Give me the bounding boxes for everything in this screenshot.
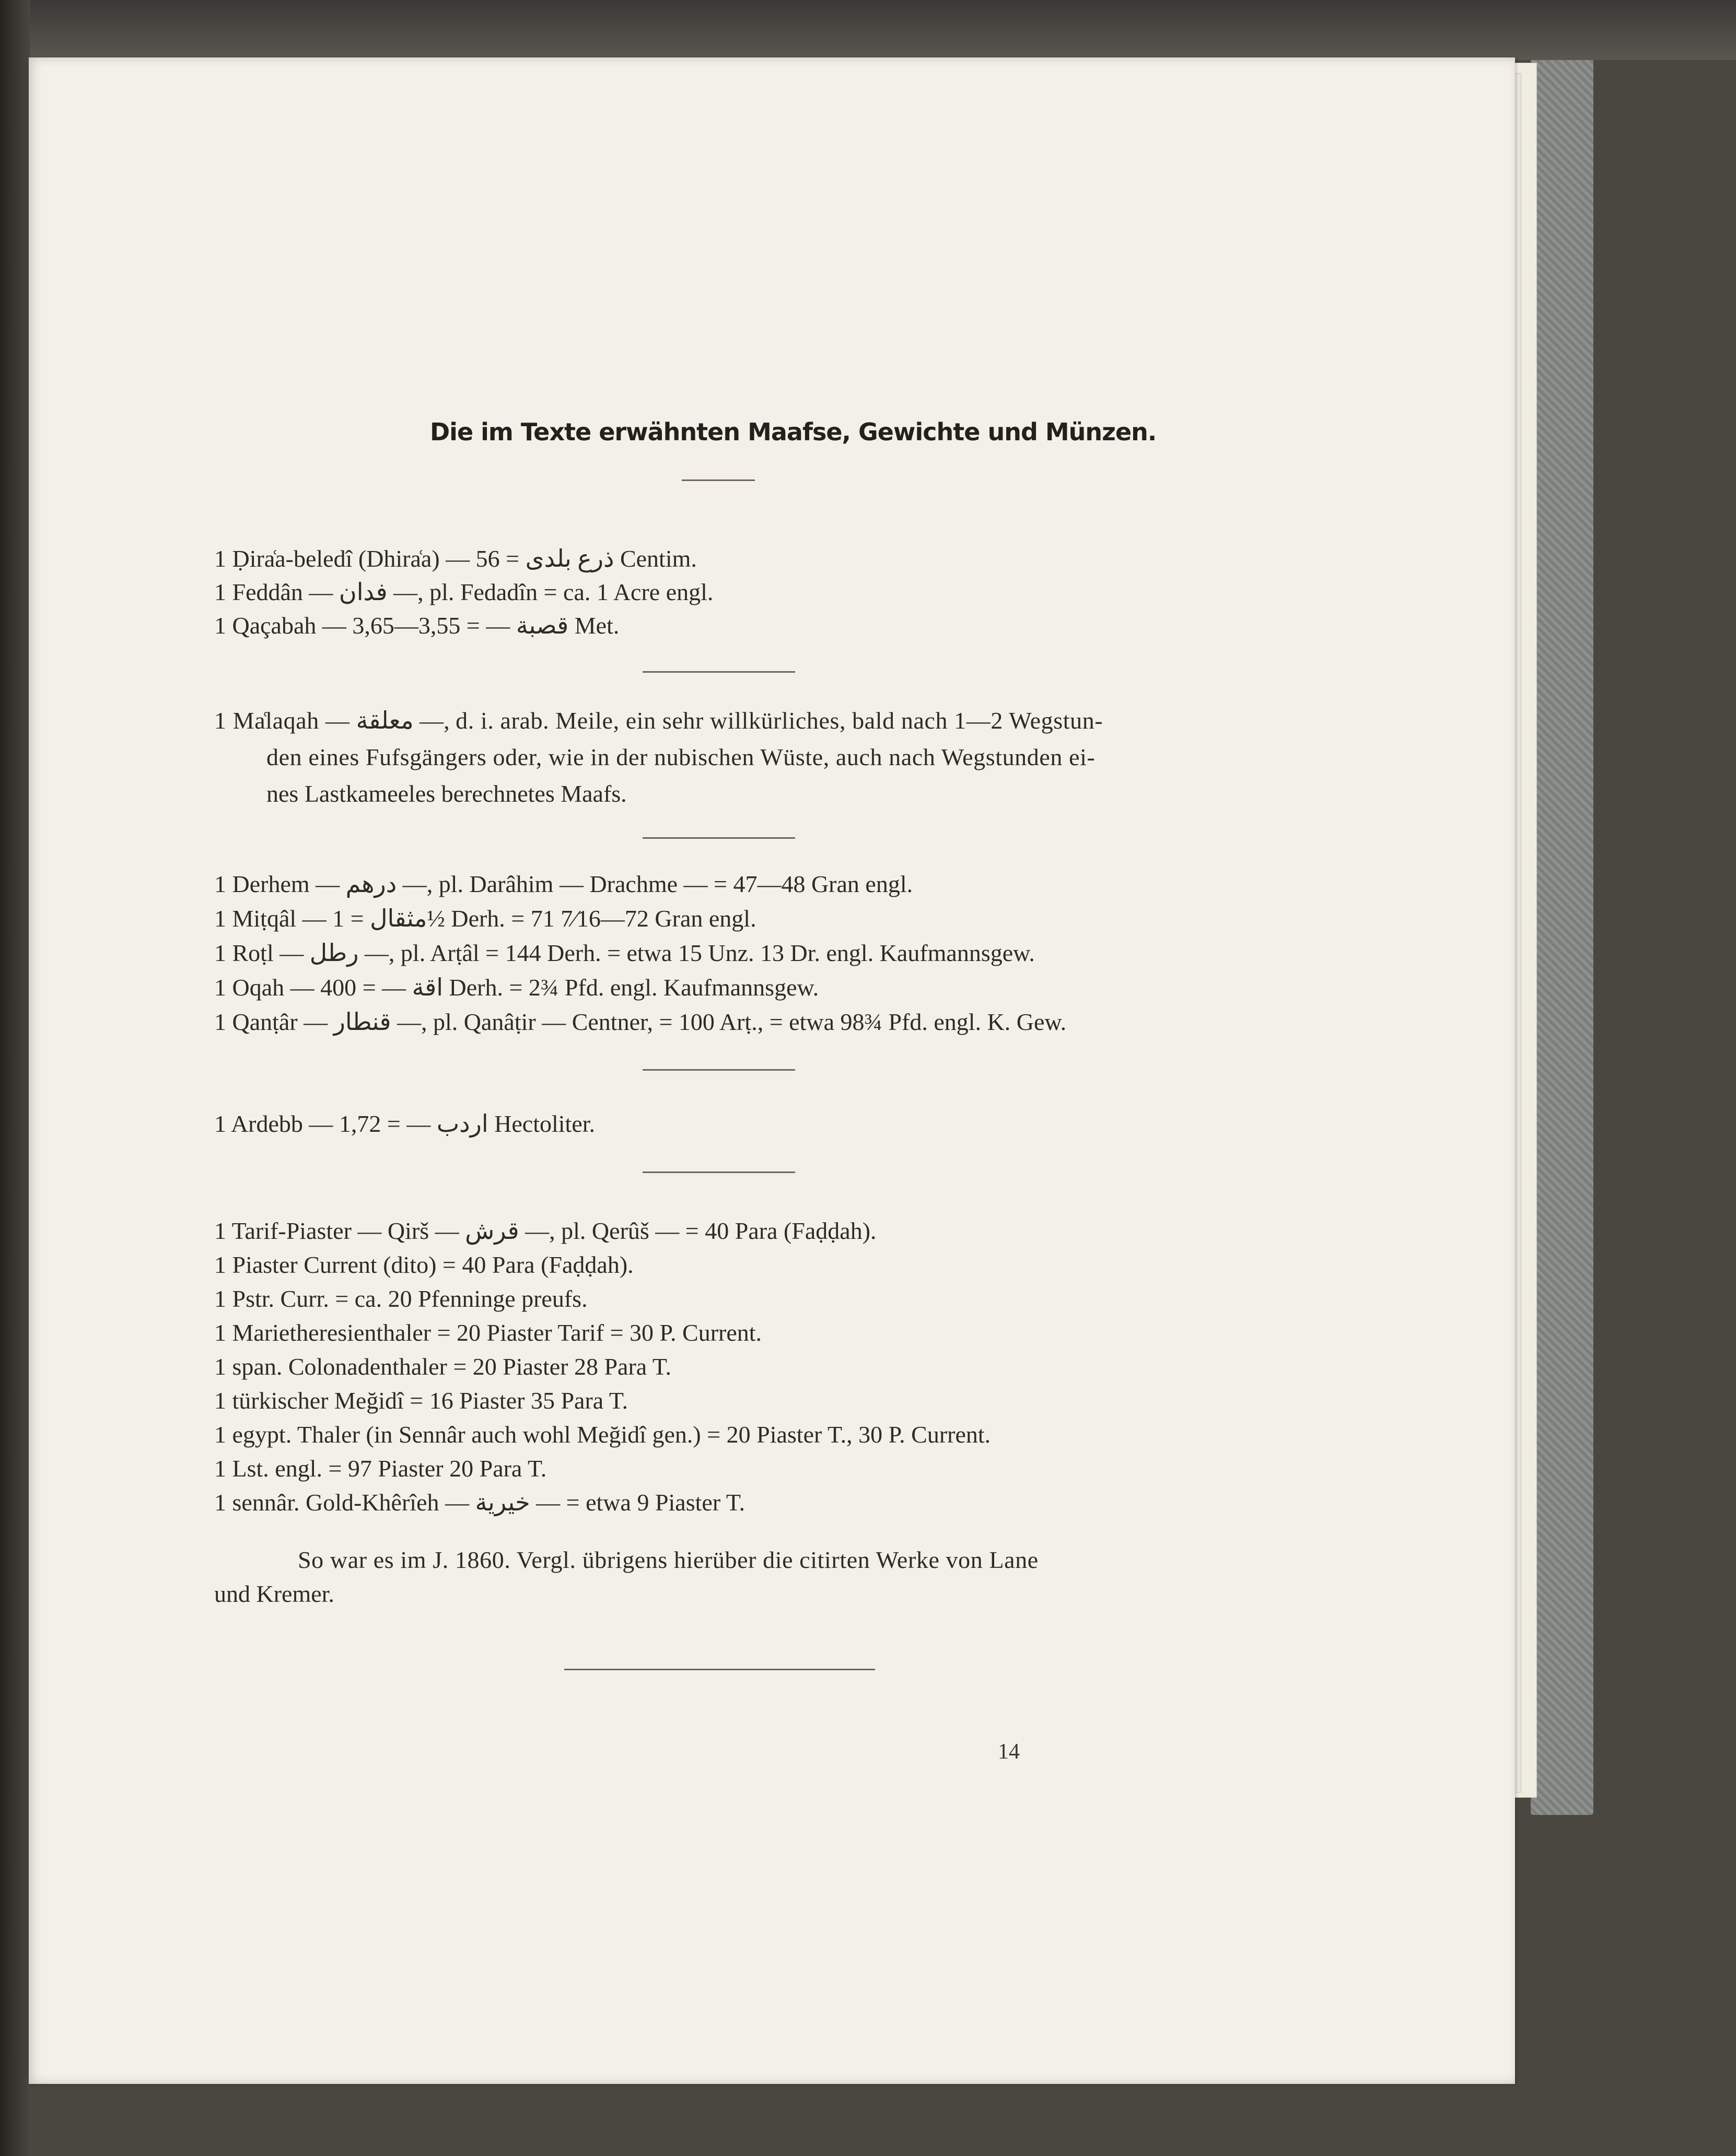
weight-line: 1 Derhem — درهم —, pl. Darâhim — Drachme — = 47—48 Gran engl. (214, 871, 913, 897)
book-page (29, 57, 1515, 2084)
page-number: 14 (998, 1740, 1020, 1764)
closing-rule (564, 1669, 875, 1670)
note-line: So war es im J. 1860. Vergl. übrigens hierüber die citirten Werke von Lane (298, 1546, 1039, 1573)
section-rule (643, 671, 795, 673)
volume-line: 1 Ardebb — اردب — = 1,72 Hectoliter. (214, 1110, 596, 1137)
cover-board-edge (1531, 29, 1593, 1815)
coin-line: 1 egypt. Thaler (in Sennâr auch wohl Meğidî gen.) = 20 Piaster T., 30 P. Current. (214, 1421, 991, 1448)
scan-background-top (0, 0, 1736, 60)
coin-line: 1 sennâr. Gold-Khêrîeh — خيرية — = etwa 9 Piaster T. (214, 1489, 745, 1516)
coin-line: 1 türkischer Meğidî = 16 Piaster 35 Para T. (214, 1387, 628, 1414)
coin-line: 1 Lst. engl. = 97 Piaster 20 Para T. (214, 1455, 547, 1482)
coin-line: 1 span. Colonadenthaler = 20 Piaster 28 Para T. (214, 1353, 672, 1380)
page-title: Die im Texte erwähnten Maafse, Gewichte und Münzen. (430, 418, 1157, 446)
measure-line: 1 Qaçabah — قصبة — = 3,55—3,65 Met. (214, 612, 620, 639)
weight-line: 1 Roṭl — رطل —, pl. Arṭâl = 144 Derh. = etwa 15 Unz. 13 Dr. engl. Kaufmannsgew. (214, 940, 1035, 966)
weight-line: 1 Oqah — اقة — = 400 Derh. = 2¾ Pfd. engl. Kaufmannsgew. (214, 974, 819, 1001)
measure-line-continued: nes Lastkameeles berechnetes Maafs. (266, 780, 627, 807)
measure-line-continued: den eines Fufsgängers oder, wie in der nubischen Wüste, auch nach Wegstunden ei- (266, 744, 1096, 770)
weight-line: 1 Qanṭâr — قنطار —, pl. Qanâṭir — Centner, = 100 Arṭ., = etwa 98¾ Pfd. engl. K. Gew. (214, 1009, 1067, 1035)
title-rule (682, 479, 755, 481)
coin-line: 1 Piaster Current (dito) = 40 Para (Faḍḍah). (214, 1251, 634, 1278)
coin-line: 1 Pstr. Curr. = ca. 20 Pfenninge preufs. (214, 1285, 588, 1312)
coin-line: 1 Marietheresienthaler = 20 Piaster Tarif = 30 P. Current. (214, 1319, 762, 1346)
section-rule (643, 837, 795, 839)
note-line: und Kremer. (214, 1580, 334, 1607)
section-rule (643, 1069, 795, 1071)
measure-line: 1 Ḍira͑a-beledî (Dhira͑a) — ذرع بلدى = 56 Centim. (214, 545, 697, 572)
coin-line: 1 Tarif-Piaster — Qirš — قرش —, pl. Qerûš — = 40 Para (Faḍḍah). (214, 1217, 877, 1244)
book-gutter (0, 0, 30, 2156)
section-rule (643, 1171, 795, 1173)
measure-line: 1 Ma͑laqah — معلقة —, d. i. arab. Meile, ein sehr willkürliches, bald nach 1—2 Wegstun- (214, 707, 1103, 734)
measure-line: 1 Feddân — فدان —, pl. Fedadîn = ca. 1 Acre engl. (214, 579, 714, 605)
weight-line: 1 Miṭqâl — مثقال = 1½ Derh. = 71 7⁄16—72 Gran engl. (214, 905, 756, 932)
